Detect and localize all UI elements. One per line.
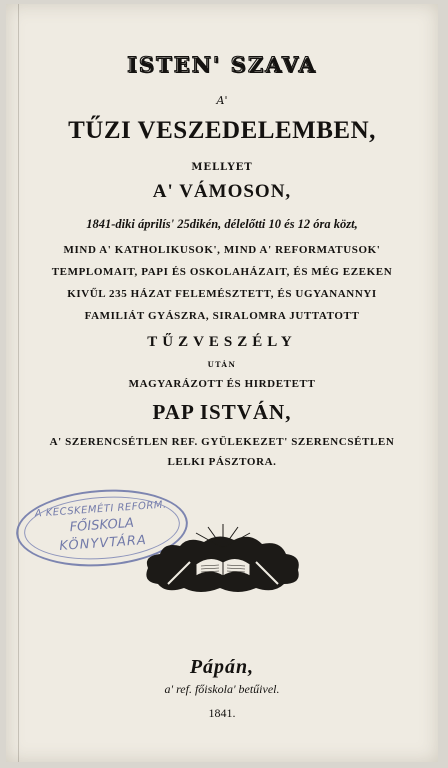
title-page — [6, 4, 438, 762]
tuzveszely-heading: TŰZVESZÉLY — [147, 334, 297, 350]
title-line-1: ISTEN' SZAVA — [127, 52, 317, 77]
imprint-press: a' ref. főiskola' betűivel. — [164, 682, 280, 696]
stamp-line-3: KÖNYVTÁRA — [58, 532, 148, 554]
body-line-2: TEMPLOMAIT, PAPI ÉS OSKOLAHÁZAIT, ÉS MÉG EZEKEN — [51, 266, 393, 278]
author-name: PAP ISTVÁN, — [152, 400, 292, 424]
utan-text: UTÁN — [207, 360, 237, 369]
date-line: 1841-diki áprilís' 25dikén, délelőtti 10 és 12 óra közt, — [86, 217, 358, 231]
author-role-1: A' SZERENCSÉTLEN REF. GYÜLEKEZET' SZERENCSÉTLEN — [49, 436, 395, 448]
title-article: A' — [216, 94, 228, 107]
bible-emblem-icon — [138, 518, 308, 598]
imprint-city: Pápán, — [189, 656, 255, 678]
mellyet-text: MELLYET — [191, 162, 253, 173]
magyarazott-line: MAGYARÁZOTT ÉS HIRDETETT — [128, 378, 316, 390]
body-line-4: FAMILIÁT GYÁSZRA, SIRALOMRA JUTTATOTT — [84, 310, 360, 322]
title-line-2: TŰZI VESZEDELEMBEN, — [68, 117, 376, 144]
body-line-1: MIND A' KATHOLIKUSOK', MIND A' REFORMATUSOK' — [63, 244, 381, 256]
author-role-2: LELKI PÁSZTORA. — [167, 456, 277, 468]
place-name: A' VÁMOSON, — [152, 181, 292, 202]
imprint-year: 1841. — [208, 706, 236, 720]
stamp-line-1: A KECSKEMÉTI REFORM. — [34, 499, 167, 520]
body-line-3: KIVŰL 235 HÁZAT FELEMÉSZTETT, ÉS UGYANANNYI — [67, 288, 377, 300]
stamp-line-2: FŐISKOLA — [69, 515, 135, 536]
